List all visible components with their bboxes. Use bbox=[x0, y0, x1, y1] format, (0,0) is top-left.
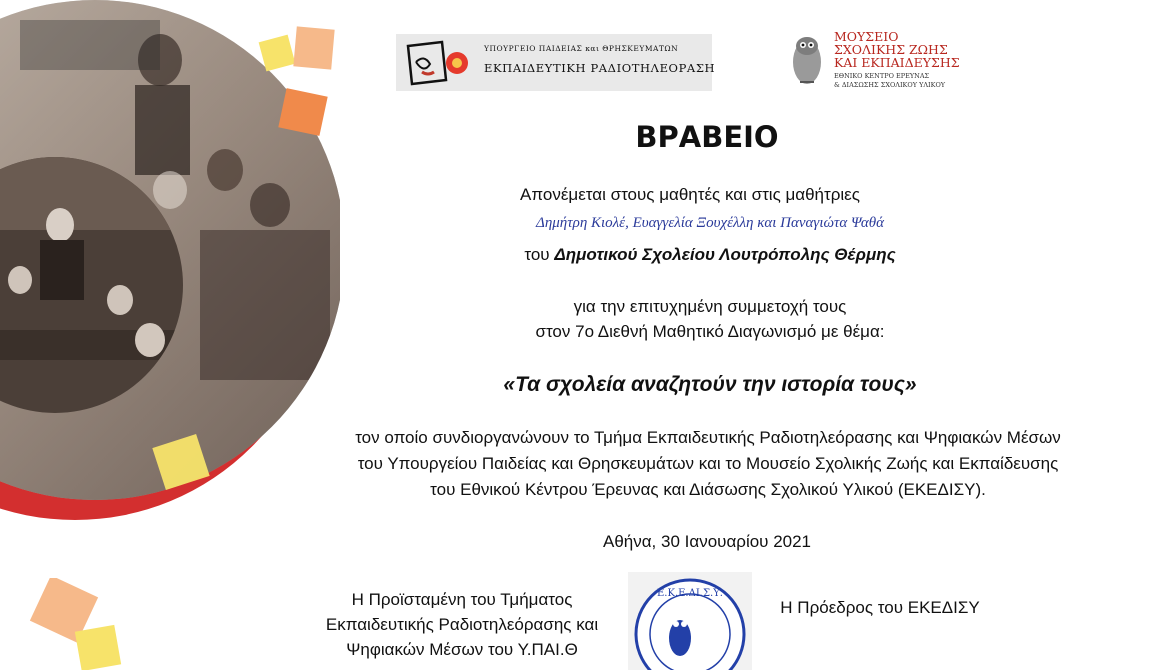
left-signatory-line-1: Η Προϊσταμένη του Τμήματος bbox=[351, 590, 573, 609]
bottom-confetti bbox=[20, 578, 140, 670]
student-names: Δημήτρη Κιολέ, Ευαγγελία Ξουχέλλη και Παναγιώτα Ψαθά bbox=[536, 215, 884, 231]
ert-ministry-line: ΥΠΟΥΡΓΕΙΟ ΠΑΙΔΕΙΑΣ και ΘΡΗΣΚΕΥΜΑΤΩΝ bbox=[484, 44, 679, 53]
contest-theme: «Τα σχολεία αναζητούν την ιστορία τους» bbox=[503, 373, 917, 396]
school-prefix: του bbox=[524, 245, 555, 264]
stamp-text: Ε.Κ.Ε.ΔΙ.Σ.Υ. bbox=[657, 588, 723, 599]
museum-logo bbox=[782, 30, 982, 94]
owl-icon bbox=[782, 32, 832, 92]
award-title: ΒΡΑΒΕΙΟ bbox=[635, 120, 779, 154]
museum-name-line2: ΣΧΟΛΙΚΗΣ ΖΩΗΣ bbox=[834, 42, 948, 57]
museum-sub-line2: & ΔΙΑΣΩΣΗΣ ΣΧΟΛΙΚΟΥ ΥΛΙΚΟΥ bbox=[834, 81, 946, 89]
orange-square bbox=[278, 88, 327, 136]
museum-name-line3: ΚΑΙ ΕΚΠΑΙΔΕΥΣΗΣ bbox=[834, 55, 960, 70]
museum-sub-line1: ΕΘΝΙΚΟ ΚΕΝΤΡΟ ΕΡΕΥΝΑΣ bbox=[834, 72, 930, 80]
ert-face-icon bbox=[402, 38, 476, 88]
awarded-to-line: Απονέμεται στους μαθητές και στις μαθήτριες bbox=[520, 185, 860, 204]
left-signatory-line-3: Ψηφιακών Μέσων του Υ.ΠΑΙ.Θ bbox=[346, 640, 578, 659]
yellow-square bbox=[259, 35, 296, 72]
school-line bbox=[440, 245, 980, 265]
vintage-classroom-photo-collage bbox=[0, 0, 340, 520]
left-signatory-line-2: Εκπαιδευτικής Ραδιοτηλεόρασης και bbox=[325, 615, 599, 634]
participation-line-1: για την επιτυχημένη συμμετοχή τους bbox=[573, 297, 847, 316]
museum-name-line1: ΜΟΥΣΕΙΟ bbox=[834, 29, 899, 44]
participation-line-2: στον 7ο Διεθνή Μαθητικό Διαγωνισμό με θέμα: bbox=[535, 322, 885, 341]
peach-square bbox=[293, 26, 334, 69]
ekedisy-stamp bbox=[628, 572, 752, 670]
organizers-line-1: τον οποίο συνδιοργανώνουν το Τμήμα Εκπαιδευτικής Ραδιοτηλεόρασης και Ψηφιακών Μέσων bbox=[355, 428, 1061, 447]
ert-name: ΕΚΠΑΙΔΕΥΤΙΚΗ ΡΑΔΙΟΤΗΛΕΟΡΑΣΗ bbox=[484, 61, 716, 75]
school-name: Δημοτικού Σχολείου Λουτρόπολης Θέρμης bbox=[554, 245, 896, 264]
right-signatory-line-1: Η Πρόεδρος του ΕΚΕΔΙΣΥ bbox=[780, 598, 980, 617]
organizers-line-3: του Εθνικού Κέντρου Έρευνας και Διάσωσης Σχολικού Υλικού (ΕΚΕΔΙΣΥ). bbox=[430, 480, 986, 499]
organizers-line-2: του Υπουργείου Παιδείας και Θρησκευμάτων και το Μουσείο Σχολικής Ζωής και Εκπαίδευσης bbox=[357, 454, 1059, 473]
ert-logo bbox=[396, 34, 716, 91]
place-and-date: Αθήνα, 30 Ιανουαρίου 2021 bbox=[602, 532, 812, 551]
